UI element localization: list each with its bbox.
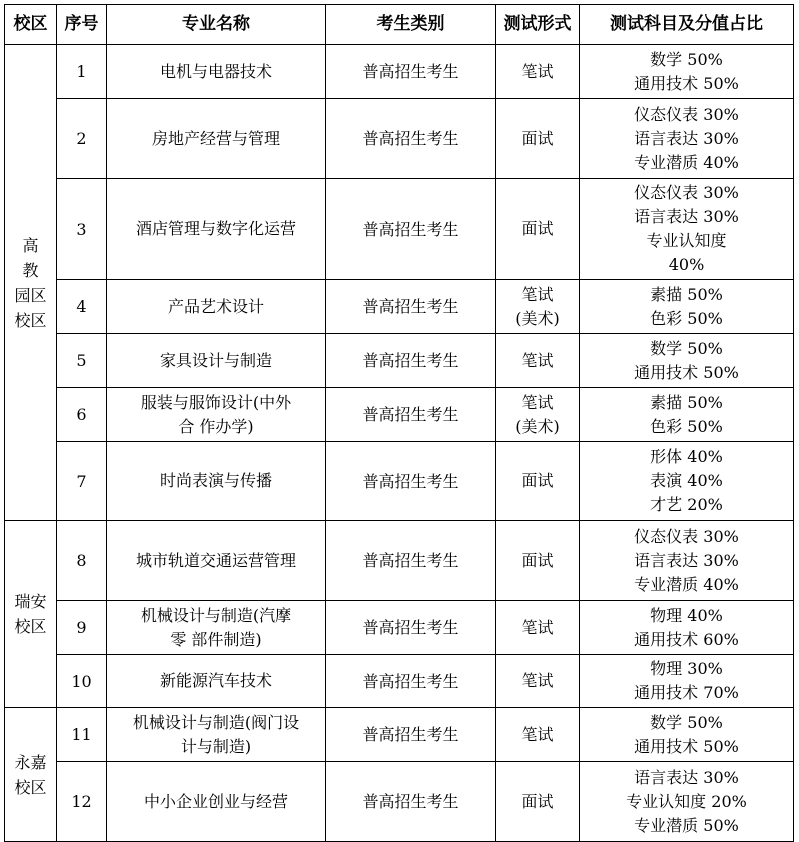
major-name bbox=[107, 179, 326, 280]
test-form bbox=[496, 521, 580, 601]
major-name bbox=[107, 521, 326, 601]
test-subject-line: 仪态仪表 30% bbox=[634, 526, 739, 546]
admission-table bbox=[4, 4, 794, 842]
major-name-line: 时尚表演与传播 bbox=[159, 471, 272, 490]
major-name bbox=[107, 708, 326, 762]
test-subject-line: 表演 40% bbox=[650, 471, 723, 490]
test-subject-line: 数学 50% bbox=[650, 712, 723, 732]
test-form-line: 面试 bbox=[521, 550, 554, 570]
major-name bbox=[107, 601, 326, 655]
row-number: 10 bbox=[57, 655, 107, 708]
test-form-line: (美术) bbox=[515, 416, 560, 436]
candidate-type: 普高招生考生 bbox=[326, 601, 496, 655]
test-subjects bbox=[580, 280, 794, 334]
test-subjects bbox=[580, 708, 794, 762]
major-name-line: 机械设计与制造(汽摩 bbox=[140, 605, 292, 625]
test-subjects bbox=[580, 99, 794, 179]
test-subjects bbox=[580, 601, 794, 655]
table-row bbox=[5, 334, 794, 388]
candidate-type: 普高招生考生 bbox=[326, 762, 496, 842]
test-form bbox=[496, 388, 580, 442]
test-subject-line: 专业认知度 20% bbox=[626, 791, 747, 811]
test-form-line: 笔试 bbox=[521, 617, 554, 637]
test-subject-line: 物理 40% bbox=[650, 605, 723, 625]
row-number: 5 bbox=[57, 334, 107, 388]
test-subject-line: 专业潜质 50% bbox=[634, 815, 739, 835]
candidate-type: 普高招生考生 bbox=[326, 708, 496, 762]
test-form-line: (美术) bbox=[515, 308, 560, 328]
test-subject-line: 40% bbox=[668, 255, 705, 274]
row-number: 7 bbox=[57, 442, 107, 521]
major-name bbox=[107, 45, 326, 99]
major-name-line: 城市轨道交通运营管理 bbox=[135, 550, 296, 570]
test-subject-line: 仪态仪表 30% bbox=[634, 104, 739, 124]
campus-cell bbox=[5, 45, 57, 521]
test-subject-line: 通用技术 50% bbox=[634, 736, 739, 756]
candidate-type: 普高招生考生 bbox=[326, 442, 496, 521]
test-form bbox=[496, 99, 580, 179]
test-subject-line: 语言表达 30% bbox=[634, 767, 739, 787]
test-form bbox=[496, 179, 580, 280]
major-name-line: 计与制造) bbox=[180, 736, 252, 756]
test-form bbox=[496, 655, 580, 708]
table-row bbox=[5, 521, 794, 601]
test-subjects bbox=[580, 334, 794, 388]
test-form-line: 笔试 bbox=[521, 284, 554, 304]
test-subject-line: 形体 40% bbox=[650, 447, 723, 466]
table-row bbox=[5, 708, 794, 762]
table-row bbox=[5, 388, 794, 442]
test-subject-line: 通用技术 50% bbox=[634, 362, 739, 382]
major-name bbox=[107, 762, 326, 842]
table-row bbox=[5, 762, 794, 842]
row-number: 8 bbox=[57, 521, 107, 601]
test-subject-line: 色彩 50% bbox=[650, 416, 723, 436]
campus-name-line: 高 bbox=[22, 235, 39, 255]
test-form bbox=[496, 762, 580, 842]
header-candidate-type: 考生类别 bbox=[326, 5, 496, 45]
test-form-line: 面试 bbox=[521, 128, 554, 148]
major-name-line: 房地产经营与管理 bbox=[151, 128, 280, 148]
campus-name-line: 校区 bbox=[14, 310, 47, 330]
test-subjects bbox=[580, 45, 794, 99]
candidate-type: 普高招生考生 bbox=[326, 99, 496, 179]
test-subject-line: 色彩 50% bbox=[650, 308, 723, 328]
test-subject-line: 专业认知度 bbox=[646, 231, 727, 250]
major-name-line: 机械设计与制造(阀门设 bbox=[132, 712, 300, 732]
test-form-line: 面试 bbox=[521, 219, 554, 238]
major-name-line: 新能源汽车技术 bbox=[159, 671, 272, 690]
header-major: 专业名称 bbox=[107, 5, 326, 45]
test-form bbox=[496, 45, 580, 99]
campus-name-line: 校区 bbox=[14, 617, 47, 636]
major-name-line: 产品艺术设计 bbox=[167, 296, 264, 316]
header-campus: 校区 bbox=[5, 5, 57, 45]
campus-name-line: 教 bbox=[22, 260, 39, 280]
table-row bbox=[5, 45, 794, 99]
test-subject-line: 素描 50% bbox=[650, 392, 723, 412]
campus-name-line: 园区 bbox=[14, 285, 47, 305]
header-number: 序号 bbox=[57, 5, 107, 45]
campus-name-line: 校区 bbox=[14, 777, 47, 797]
test-subjects bbox=[580, 179, 794, 280]
test-subject-line: 通用技术 50% bbox=[634, 73, 739, 93]
row-number: 9 bbox=[57, 601, 107, 655]
header-test-form: 测试形式 bbox=[496, 5, 580, 45]
major-name-line: 酒店管理与数字化运营 bbox=[135, 219, 296, 238]
major-name bbox=[107, 280, 326, 334]
test-form-line: 面试 bbox=[521, 471, 554, 490]
test-form bbox=[496, 708, 580, 762]
major-name bbox=[107, 99, 326, 179]
candidate-type: 普高招生考生 bbox=[326, 45, 496, 99]
test-subject-line: 专业潜质 40% bbox=[634, 574, 739, 594]
row-number: 12 bbox=[57, 762, 107, 842]
table-row bbox=[5, 442, 794, 521]
test-subject-line: 物理 30% bbox=[650, 659, 723, 678]
test-subject-line: 通用技术 60% bbox=[634, 629, 739, 649]
major-name-line: 服装与服饰设计(中外 bbox=[140, 392, 292, 412]
test-form bbox=[496, 442, 580, 521]
test-form bbox=[496, 280, 580, 334]
test-form bbox=[496, 601, 580, 655]
table-row bbox=[5, 601, 794, 655]
row-number: 11 bbox=[57, 708, 107, 762]
test-subjects bbox=[580, 442, 794, 521]
candidate-type: 普高招生考生 bbox=[326, 388, 496, 442]
candidate-type: 普高招生考生 bbox=[326, 179, 496, 280]
test-subject-line: 专业潜质 40% bbox=[634, 152, 739, 172]
major-name-line: 中小企业创业与经营 bbox=[143, 791, 288, 811]
row-number: 6 bbox=[57, 388, 107, 442]
campus-name-line: 永嘉 bbox=[14, 752, 47, 772]
test-subject-line: 数学 50% bbox=[650, 338, 723, 358]
major-name bbox=[107, 334, 326, 388]
row-number: 3 bbox=[57, 179, 107, 280]
test-subjects bbox=[580, 388, 794, 442]
test-subject-line: 语言表达 30% bbox=[634, 128, 739, 148]
row-number: 2 bbox=[57, 99, 107, 179]
test-subject-line: 素描 50% bbox=[650, 284, 723, 304]
test-form bbox=[496, 334, 580, 388]
table-row bbox=[5, 655, 794, 708]
table-row bbox=[5, 280, 794, 334]
test-subject-line: 通用技术 70% bbox=[634, 683, 739, 702]
candidate-type: 普高招生考生 bbox=[326, 655, 496, 708]
test-subject-line: 仪态仪表 30% bbox=[634, 183, 739, 202]
major-name bbox=[107, 388, 326, 442]
table-body bbox=[5, 45, 794, 842]
table-row bbox=[5, 99, 794, 179]
major-name bbox=[107, 442, 326, 521]
test-subjects bbox=[580, 655, 794, 708]
test-subject-line: 才艺 20% bbox=[650, 495, 723, 514]
test-form-line: 笔试 bbox=[521, 61, 554, 81]
major-name-line: 家具设计与制造 bbox=[159, 350, 272, 370]
test-subject-line: 数学 50% bbox=[650, 49, 723, 69]
test-form-line: 笔试 bbox=[521, 350, 554, 370]
candidate-type: 普高招生考生 bbox=[326, 521, 496, 601]
major-name bbox=[107, 655, 326, 708]
test-subjects bbox=[580, 762, 794, 842]
test-form-line: 面试 bbox=[521, 791, 554, 811]
row-number: 1 bbox=[57, 45, 107, 99]
header-test-subjects: 测试科目及分值占比 bbox=[580, 5, 794, 45]
test-subjects bbox=[580, 521, 794, 601]
candidate-type: 普高招生考生 bbox=[326, 280, 496, 334]
test-form-line: 笔试 bbox=[521, 671, 554, 690]
campus-cell bbox=[5, 708, 57, 842]
campus-name-line: 瑞安 bbox=[14, 592, 47, 611]
campus-cell bbox=[5, 521, 57, 708]
major-name-line: 合 作办学) bbox=[178, 416, 254, 436]
test-form-line: 笔试 bbox=[521, 724, 554, 744]
major-name-line: 零 部件制造) bbox=[170, 629, 262, 649]
header-row bbox=[5, 5, 794, 45]
test-subject-line: 语言表达 30% bbox=[634, 550, 739, 570]
candidate-type: 普高招生考生 bbox=[326, 334, 496, 388]
major-name-line: 电机与电器技术 bbox=[159, 61, 272, 81]
row-number: 4 bbox=[57, 280, 107, 334]
table-row bbox=[5, 179, 794, 280]
test-form-line: 笔试 bbox=[521, 392, 554, 412]
test-subject-line: 语言表达 30% bbox=[634, 207, 739, 226]
